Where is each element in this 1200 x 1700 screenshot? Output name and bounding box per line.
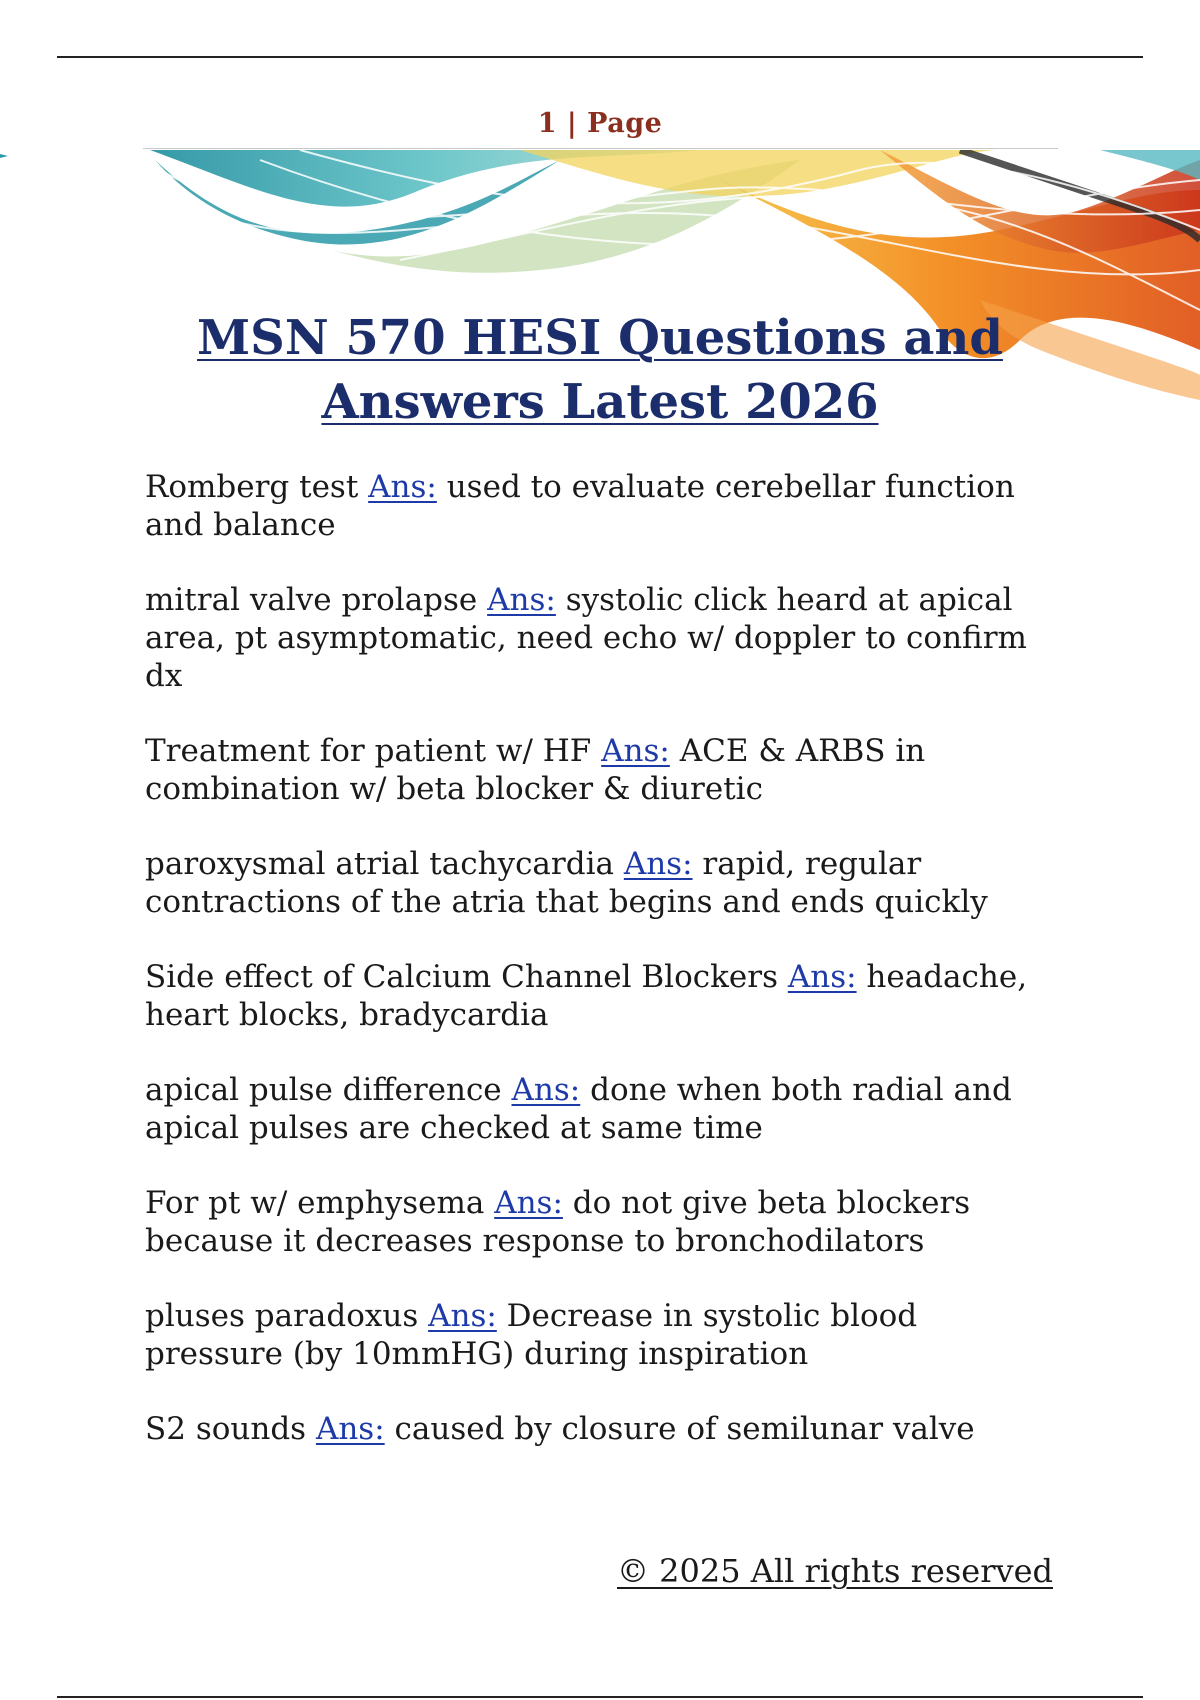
qa-item bbox=[145, 1297, 1060, 1373]
qa-term: mitral valve prolapse bbox=[145, 582, 478, 618]
ans-link[interactable]: Ans: bbox=[494, 1185, 563, 1221]
qa-term: S2 sounds bbox=[145, 1411, 307, 1447]
qa-term: Treatment for patient w/ HF bbox=[145, 733, 592, 769]
qa-item bbox=[145, 1071, 1060, 1147]
qa-item bbox=[145, 581, 1060, 695]
qa-answer: headache, heart blocks, bradycardia bbox=[145, 959, 1028, 1033]
qa-item bbox=[145, 732, 1060, 808]
ans-link[interactable]: Ans: bbox=[511, 1072, 581, 1108]
qa-item bbox=[145, 845, 1060, 921]
qa-answer: ACE & ARBS in combination w/ beta blocker & diuretic bbox=[145, 733, 926, 807]
page-label: Page bbox=[587, 108, 663, 139]
qa-answer: caused by closure of semilunar valve bbox=[394, 1411, 975, 1447]
ans-link[interactable]: Ans: bbox=[623, 846, 693, 882]
qa-term: Side effect of Calcium Channel Blockers bbox=[145, 959, 778, 995]
banner-left-tick bbox=[0, 154, 8, 158]
page-number: 1 bbox=[537, 108, 557, 139]
top-rule bbox=[57, 56, 1143, 58]
ans-link[interactable]: Ans: bbox=[428, 1298, 497, 1334]
qa-item bbox=[145, 468, 1060, 544]
swirl-yellow bbox=[520, 150, 1000, 196]
page-number-header bbox=[0, 108, 1200, 139]
qa-list bbox=[145, 468, 1060, 1485]
qa-item bbox=[145, 1410, 1060, 1448]
qa-answer: Decrease in systolic blood pressure (by 10mmHG) during inspiration bbox=[145, 1298, 918, 1372]
copyright-notice: © 2025 All rights reserved bbox=[617, 1552, 1053, 1590]
qa-term: paroxysmal atrial tachycardia bbox=[145, 846, 614, 882]
qa-term: pluses paradoxus bbox=[145, 1298, 419, 1334]
page-separator: | bbox=[566, 108, 578, 139]
qa-answer: systolic click heard at apical area, pt asymptomatic, need echo w/ doppler to confirm dx bbox=[145, 582, 1027, 694]
qa-answer: done when both radial and apical pulses are checked at same time bbox=[145, 1072, 1012, 1146]
ans-link[interactable]: Ans: bbox=[601, 733, 670, 769]
bottom-rule bbox=[57, 1696, 1143, 1698]
ans-link[interactable]: Ans: bbox=[787, 959, 857, 995]
qa-term: Romberg test bbox=[145, 469, 359, 505]
qa-answer: do not give beta blockers because it decreases response to bronchodilators bbox=[145, 1185, 971, 1259]
ans-link[interactable]: Ans: bbox=[487, 582, 556, 618]
qa-answer: used to evaluate cerebellar function and balance bbox=[145, 469, 1015, 543]
qa-item bbox=[145, 958, 1060, 1034]
qa-term: apical pulse difference bbox=[145, 1072, 502, 1108]
ans-link[interactable]: Ans: bbox=[368, 469, 437, 505]
header-divider bbox=[143, 148, 1058, 149]
qa-answer: rapid, regular contractions of the atria that begins and ends quickly bbox=[145, 846, 988, 920]
qa-term: For pt w/ emphysema bbox=[145, 1185, 485, 1221]
document-title: MSN 570 HESI Questions and Answers Latest 2026 bbox=[197, 310, 1003, 430]
qa-item bbox=[145, 1184, 1060, 1260]
ans-link[interactable]: Ans: bbox=[315, 1411, 385, 1447]
